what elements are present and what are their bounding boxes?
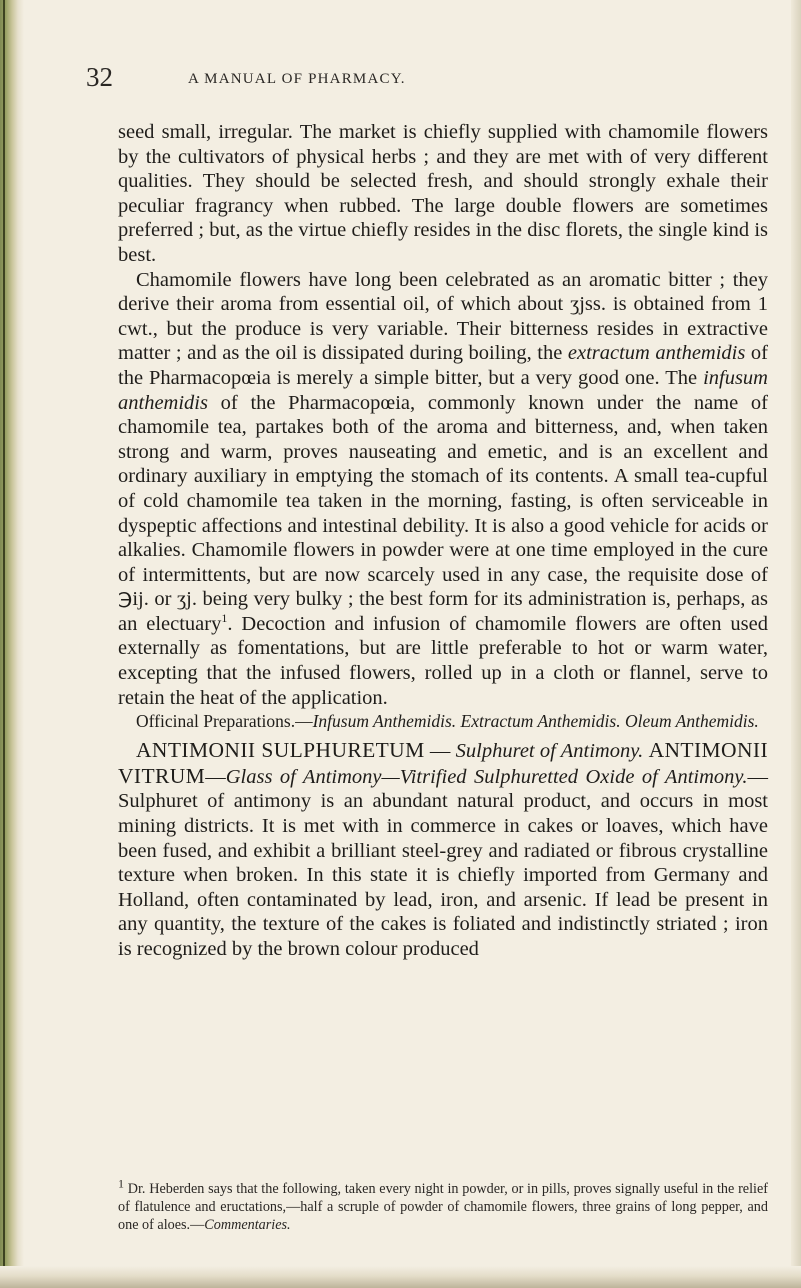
paragraph-antimony-text: —Sulphuret of antimony is an abundant natural product, and occurs in most mining districts. It is met with in commerce in cakes or loaves, which have been fused, and exhibit a brilliant steel-grey and radiated or fibrous crystalline texture when broken. In this state it is chiefly imported from Germany and Holland, often contaminated by lead, iron, and arsenic. If lead be present in any quantity, the texture of the cakes is foliated and indistinctly striated ; iron is recognized by the brown colour produced — [118, 765, 768, 960]
paragraph-chamomile — [118, 268, 768, 711]
heading2-separator: — — [205, 765, 226, 788]
paragraph-chamomile-text-a: Chamomile flowers have long been celebrated as an aromatic bitter ; they derive their aroma from essential oil, of which about ʒjss. is obtained from 1 cwt., but the produce is very variable. Their bitterness resides in extractive matter ; and as the oil is dissipated during boiling, the — [118, 268, 768, 365]
officinal-preparations — [118, 710, 768, 732]
page-right-edge — [791, 0, 801, 1288]
main-text — [118, 120, 768, 962]
page-bottom-edge — [0, 1266, 801, 1288]
heading1-separator: — — [424, 740, 456, 763]
footnote-reference: 1 — [221, 611, 228, 626]
officinal-items: Infusum Anthemidis. Extractum Anthemidis. Oleum Anthemidis. — [312, 711, 759, 732]
paragraph-seed — [118, 120, 768, 268]
footnote-source: Commentaries. — [204, 1217, 291, 1234]
paragraph-chamomile-text-f: . Decoction and infusion of chamomile flowers are often used externally as fomentations, but are little preferable to hot or warm water, excepting that the infused flowers, rolled up in a cloth or flannel, serve to retain the heat of the application. — [118, 612, 768, 709]
infusum-term: infusum anthemidis — [118, 366, 768, 414]
page-number: 32 — [86, 62, 113, 92]
heading2-english: Glass of Antimony—Vitrified Sulphuretted Oxide of Antimony. — [225, 765, 748, 788]
paragraph-chamomile-text-e: of the Pharmacopœia, commonly known under the name of chamomile tea, partakes both of the aroma and bitterness, and, when taken strong and warm, proves nauseating and emetic, and is an excellent and ordinary auxiliary in emptying the stomach of its contents. A small tea-cupful of cold chamomile tea taken in the morning, fasting, is often serviceable in dyspeptic affections and intestinal debility. It is also a good vehicle for acids or alkalies. Chamomile flowers in powder were at one time employed in the cure of intermittents, but are now scarcely used in any case, the requisite dose of ℈ij. or ʒj. being very bulky ; the best form for its administration is, perhaps, as an electuary — [118, 391, 768, 635]
heading-antimonii-vitrum: ANTIMONII VITRUM — [118, 738, 768, 788]
footnote — [118, 1176, 768, 1235]
extractum-term: extractum anthemidis — [567, 342, 746, 365]
binding-line — [3, 0, 5, 1288]
paragraph-chamomile-text-c: of the Pharmacopœia is merely a simple bitter, but a very good one. The — [118, 342, 768, 389]
page-header — [86, 62, 786, 92]
heading1-english: Sulphuret of Antimony. — [455, 740, 644, 763]
paragraph-seed-text: seed small, irregular. The market is chiefly supplied with chamomile flowers by the cultivators of physical herbs ; and they are met with of very different qualities. They should be selected fresh, and should strongly exhale their peculiar fragrancy when rubbed. The large double flowers are sometimes preferred ; but, as the virtue chiefly resides in the disc florets, the single kind is best. — [118, 121, 768, 266]
footnote-text: Dr. Heberden says that the following, taken every night in powder, or in pills, proves signally useful in the relief of flatulence and eructations,—half a scruple of powder of chamomile flowers, three grains of long pepper, and one of aloes.— — [118, 1181, 768, 1234]
officinal-label: Officinal Preparations.— — [136, 711, 313, 732]
paragraph-antimony — [118, 738, 768, 961]
heading-antimonii-sulphuretum: ANTIMONII SULPHURETUM — [136, 738, 425, 763]
running-head: A MANUAL OF PHARMACY. — [188, 71, 406, 87]
footnote-marker: 1 — [118, 1176, 124, 1191]
